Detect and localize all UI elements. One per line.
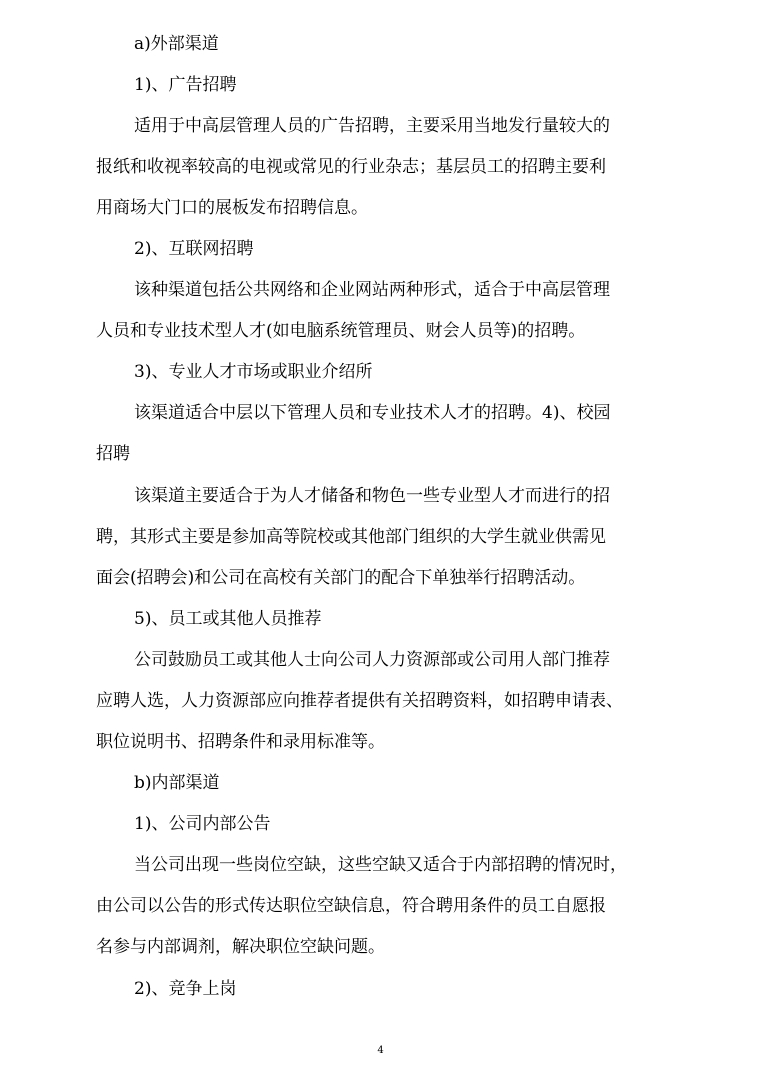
heading-internal-announcement: 1)、公司内部公告 [134, 814, 271, 834]
paragraph-line: 名参与内部调剂，解决职位空缺问题。 [96, 937, 385, 957]
page-number: 4 [377, 1045, 384, 1056]
paragraph-line: 适用于中高层管理人员的广告招聘，主要采用当地发行量较大的 [134, 116, 610, 136]
paragraph-line: 职位说明书、招聘条件和录用标准等。 [96, 732, 385, 752]
paragraph-line: 公司鼓励员工或其他人士向公司人力资源部或公司用人部门推荐 [134, 650, 610, 670]
heading-talent-market: 3)、专业人才市场或职业介绍所 [134, 362, 373, 382]
paragraph-line: 该渠道适合中层以下管理人员和专业技术人才的招聘。4)、校园 [134, 403, 611, 423]
paragraph-line: 招聘 [96, 444, 130, 464]
heading-employee-referral: 5)、员工或其他人员推荐 [134, 609, 322, 629]
paragraph-line: 报纸和收视率较高的电视或常见的行业杂志；基层员工的招聘主要利 [96, 157, 606, 177]
paragraph-line: 用商场大门口的展板发布招聘信息。 [96, 198, 368, 218]
paragraph-line: 应聘人选，人力资源部应向推荐者提供有关招聘资料，如招聘申请表、 [96, 691, 623, 711]
paragraph-line: 由公司以公告的形式传达职位空缺信息，符合聘用条件的员工自愿报 [96, 896, 606, 916]
paragraph-line: 人员和专业技术型人才(如电脑系统管理员、财会人员等)的招聘。 [96, 321, 586, 341]
paragraph-line: 该种渠道包括公共网络和企业网站两种形式，适合于中高层管理 [134, 280, 610, 300]
paragraph-line: 聘，其形式主要是参加高等院校或其他部门组织的大学生就业供需见 [96, 527, 606, 547]
heading-external-channels: a)外部渠道 [134, 34, 219, 54]
heading-internet-recruitment: 2)、互联网招聘 [134, 239, 254, 259]
paragraph-line: 当公司出现一些岗位空缺，这些空缺又适合于内部招聘的情况时， [134, 855, 627, 875]
heading-competitive-appointment: 2)、竞争上岗 [134, 979, 237, 999]
paragraph-line: 面会(招聘会)和公司在高校有关部门的配合下单独举行招聘活动。 [96, 568, 586, 588]
heading-advertising-recruitment: 1)、广告招聘 [134, 75, 237, 95]
paragraph-line: 该渠道主要适合于为人才储备和物色一些专业型人才而进行的招 [134, 486, 610, 506]
heading-internal-channels: b)内部渠道 [134, 773, 220, 793]
